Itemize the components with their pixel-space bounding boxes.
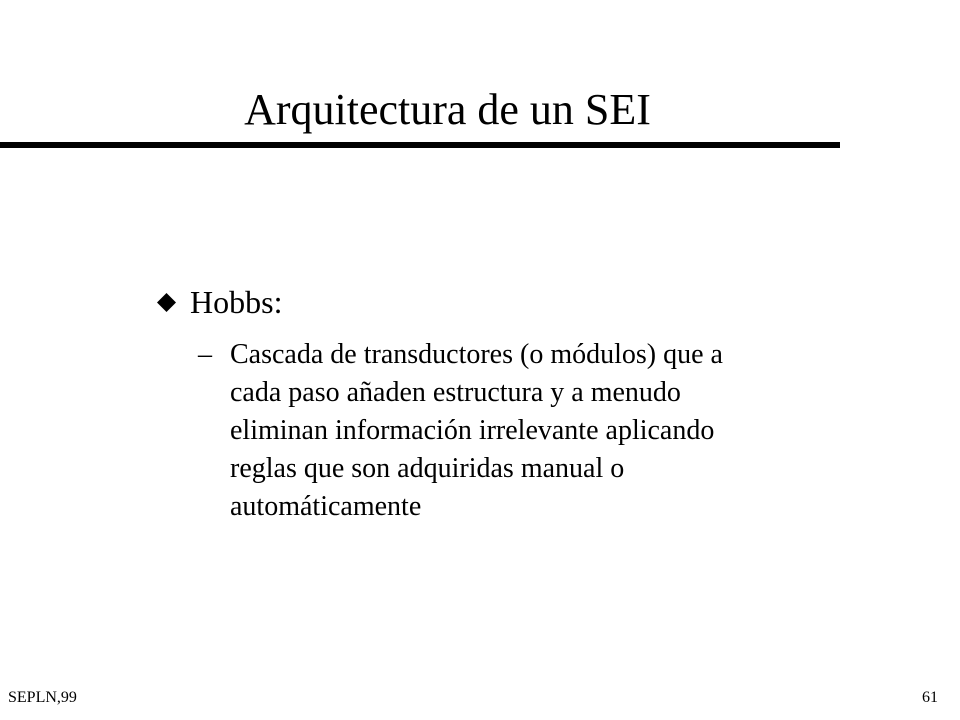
sub-bullet-text [230, 336, 820, 526]
bullet-text: Hobbs: [190, 284, 283, 320]
slide-title: Arquitectura de un SEI [244, 85, 651, 134]
sub-bullet-line: Cascada de transductores (o módulos) que a [230, 339, 723, 370]
footer-source: SEPLN,99 [8, 689, 77, 706]
sub-bullet-line: cada paso añaden estructura y a menudo [230, 377, 681, 408]
bullet-item [157, 278, 282, 326]
diamond-bullet-icon [157, 293, 176, 312]
title-underline [0, 142, 840, 148]
sub-bullet-line: reglas que son adquiridas manual o [230, 453, 625, 484]
sub-bullet-line: eliminan información irrelevante aplicando [230, 415, 715, 446]
sub-bullet-dash: – [198, 339, 212, 370]
footer-page-number: 61 [922, 689, 938, 706]
sub-bullet-line: automáticamente [230, 491, 422, 522]
